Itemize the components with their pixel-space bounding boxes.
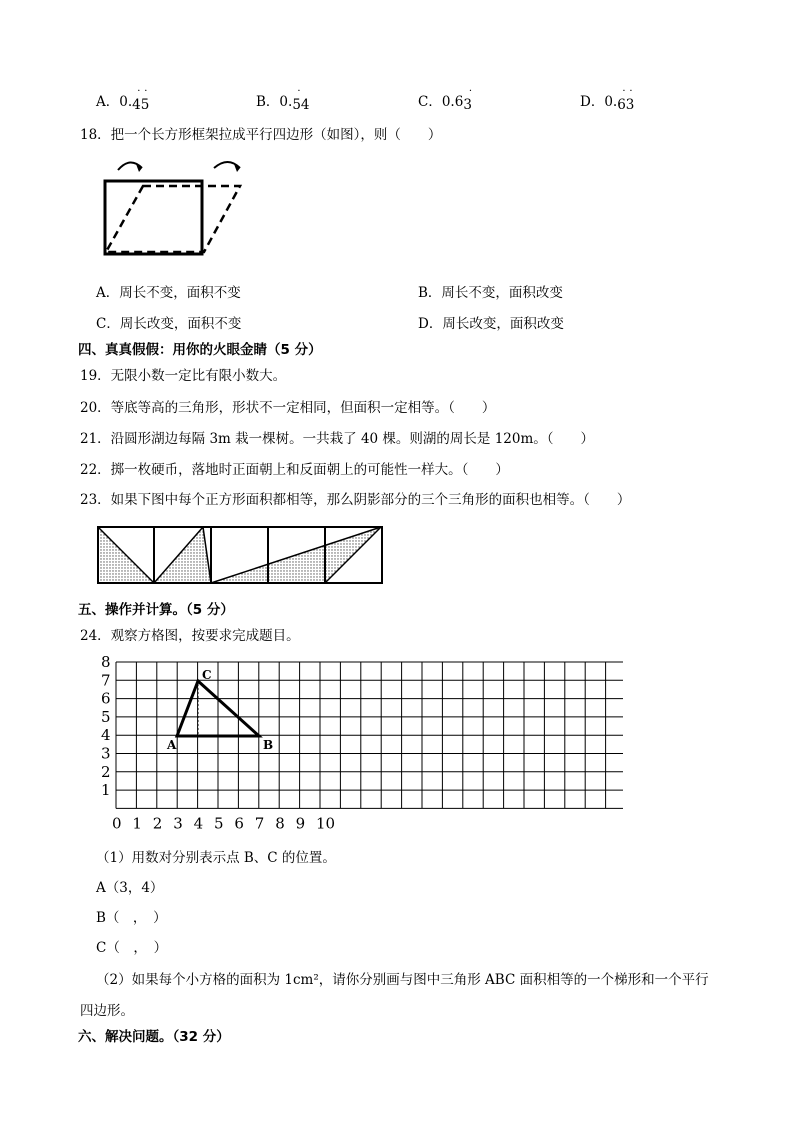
point-b-answer[interactable]: B（ ， ） [96, 910, 167, 926]
point-label-b: B [263, 738, 274, 752]
y-tick-label: 8 [101, 653, 111, 671]
x-tick-label: 9 [295, 814, 306, 832]
squares-triangles-figure [97, 525, 384, 586]
question-22: 22．掷一枚硬币，落地时正面朝上和反面朝上的可能性一样大。（ ） [80, 462, 509, 478]
x-tick-label: 1 [132, 814, 142, 832]
point-label-c: C [202, 668, 212, 682]
x-tick-label: 4 [193, 814, 204, 832]
point-label-a: A [167, 738, 177, 752]
x-tick-label: 8 [275, 814, 285, 832]
option-18b: B．周长不变，面积改变 [418, 285, 563, 301]
y-tick-label: 1 [101, 781, 111, 800]
option-d: D．0.63 · · [580, 86, 635, 113]
point-c-answer[interactable]: C（ ， ） [96, 940, 168, 956]
option-b: B．0.54 · [256, 86, 310, 113]
x-tick-label: 7 [254, 814, 265, 832]
question-19: 19．无限小数一定比有限小数大。 [80, 368, 287, 384]
point-a-answer: A（3，4） [96, 880, 164, 896]
y-tick-label: 4 [101, 726, 111, 745]
rectangle-frame [105, 181, 202, 254]
question-23: 23．如果下图中每个正方形面积都相等，那么阴影部分的三个三角形的面积也相等。（ ） [80, 492, 631, 508]
coordinate-grid [97, 652, 623, 832]
x-axis-labels [112, 814, 335, 832]
y-axis-labels [101, 653, 111, 799]
question-18: 18．把一个长方形框架拉成平行四边形（如图），则（ ） [80, 127, 442, 143]
x-tick-label: 2 [152, 814, 163, 832]
section-5-title: 五、操作并计算。（5 分） [78, 602, 234, 618]
x-tick-label: 3 [173, 814, 183, 832]
section-6-title: 六、解决问题。（32 分） [78, 1029, 230, 1045]
parallelogram-dashed [106, 186, 240, 252]
x-tick-label: 6 [234, 814, 244, 832]
option-18d: D．周长改变，面积改变 [418, 316, 564, 332]
part-2-text: （2）如果每个小方格的面积为 1cm²，请你分别画与图中三角形 ABC 面积相等的一个梯形和一个平行 [96, 972, 709, 988]
shaded-triangle-2 [154, 527, 211, 583]
question-20: 20．等底等高的三角形，形状不一定相同，但面积一定相等。（ ） [80, 400, 496, 416]
option-c: C．0.63 · [418, 86, 473, 113]
y-tick-label: 6 [101, 689, 111, 708]
part-1-text: （1）用数对分别表示点 B、C 的位置。 [96, 850, 336, 866]
y-tick-label: 7 [101, 671, 111, 690]
y-tick-label: 5 [101, 707, 111, 726]
question-21: 21．沿圆形湖边每隔 3m 栽一棵树。一共栽了 40 棵。则湖的周长是 120m。（ ） [80, 431, 595, 447]
question-24: 24．观察方格图，按要求完成题目。 [80, 628, 300, 644]
x-tick-label: 10 [316, 814, 336, 832]
rectangle-parallelogram-figure [98, 152, 248, 257]
y-tick-label: 3 [101, 744, 111, 763]
option-18a: A．周长不变，面积不变 [96, 285, 241, 301]
option-18c: C．周长改变，面积不变 [96, 316, 242, 332]
y-tick-label: 2 [101, 762, 111, 781]
part-2-text-cont: 四边形。 [80, 1003, 134, 1019]
option-a: A．0.45 · · [96, 86, 150, 113]
x-tick-label: 0 [112, 814, 122, 832]
x-tick-label: 5 [214, 814, 224, 832]
section-4-title: 四、真真假假：用你的火眼金睛（5 分） [78, 342, 322, 358]
